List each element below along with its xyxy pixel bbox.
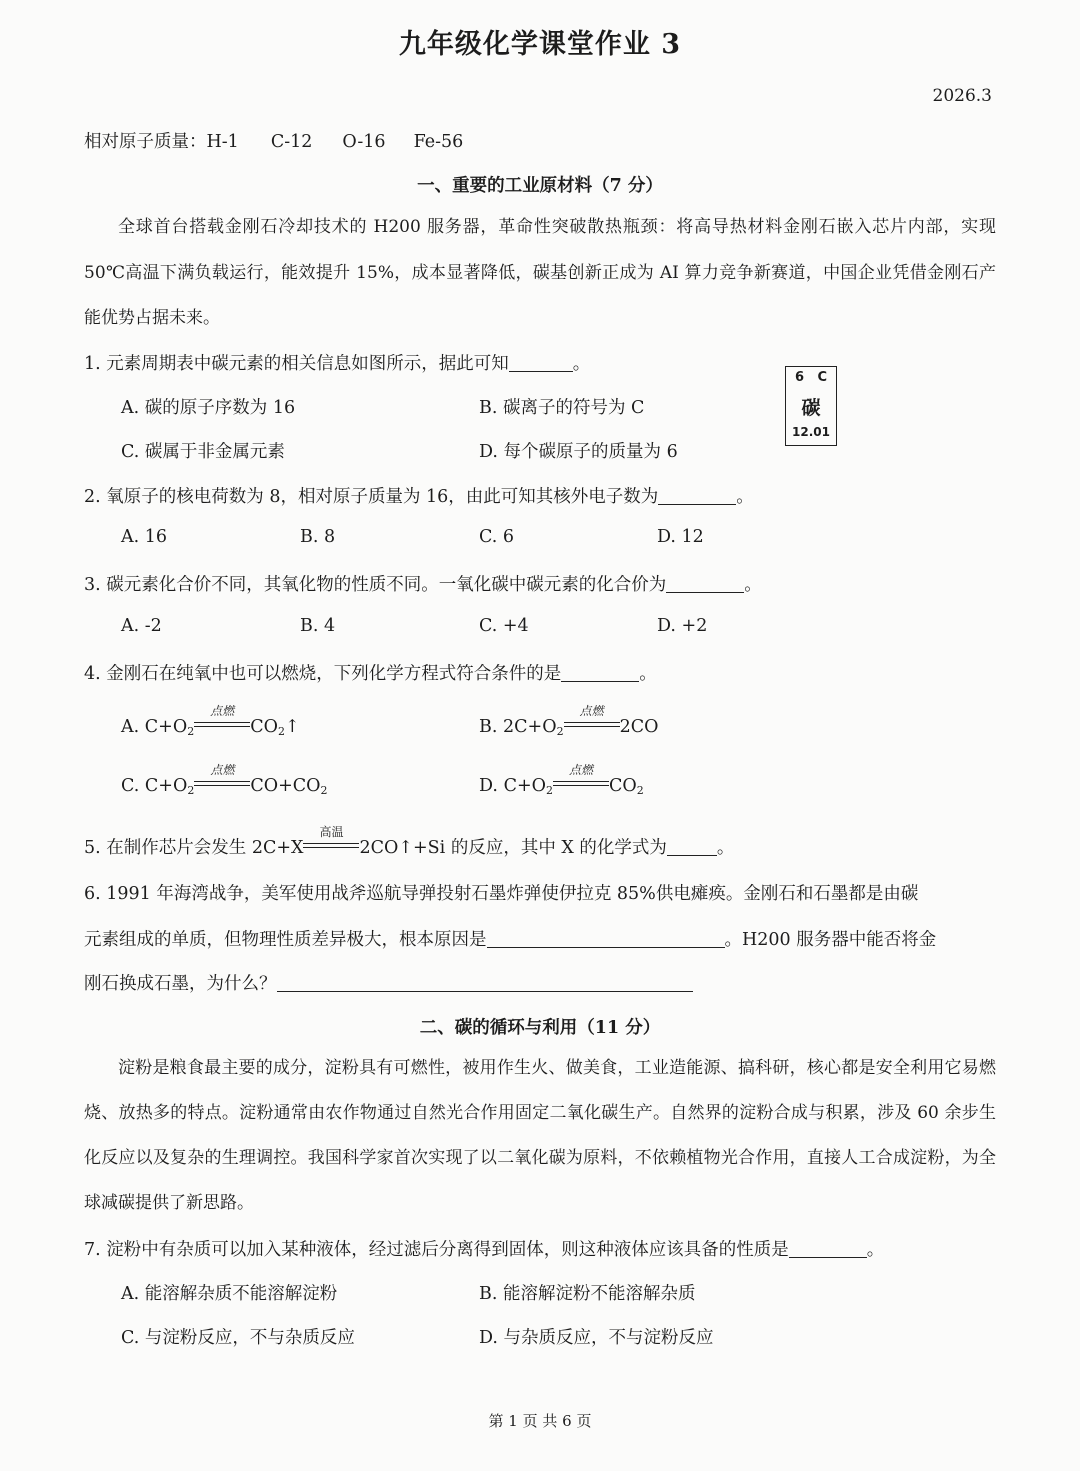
q1-option-c[interactable]: C. 碳属于非金属元素 <box>121 442 285 462</box>
q3-option-b[interactable]: B. 4 <box>300 616 336 636</box>
section-2-heading: 二、碳的循环与利用（11 分） <box>419 1018 661 1038</box>
reaction-arrow: 高温 <box>303 837 359 855</box>
question-6-line-2: 元素组成的单质，但物理性质差异极大，根本原因是 。H200 服务器中能否将金 <box>84 930 937 950</box>
q7-option-a[interactable]: A. 能溶解杂质不能溶解淀粉 <box>121 1284 338 1304</box>
question-6-line-1: 6. 1991 年海湾战争，美军使用战斧巡航导弹投射石墨炸弹使伊拉克 85%供电瘫痪。金刚石和石墨都是由碳 <box>84 884 919 904</box>
element-name: 碳 <box>801 397 821 419</box>
q3-option-c[interactable]: C. +4 <box>479 616 529 636</box>
element-card-carbon <box>785 366 837 446</box>
section-1-intro: 全球首台搭载金刚石冷却技术的 H200 服务器，革命性突破散热瓶颈：将高导热材料金刚石嵌入芯片内部，实现 50℃高温下满负载运行，能效提升 15%，成本显著降低，碳基创新正成为 AI 算力竞争新赛道，中国企业凭借金刚石产能优势占据未来。 <box>84 217 996 328</box>
q4-option-a[interactable]: A. $C+O_2$ 点燃 $CO_2↑$ <box>121 704 300 738</box>
q7-option-d[interactable]: D. 与杂质反应，不与淀粉反应 <box>479 1328 714 1348</box>
question-5: 5. 在制作芯片会发生 2C+X 高温 2CO↑+Si 的反应，其中 X 的化学式为 。 <box>84 825 735 858</box>
answer-blank-3[interactable] <box>666 575 744 594</box>
reaction-arrow: 点燃 <box>553 775 609 793</box>
reaction-arrow: 点燃 <box>564 716 620 734</box>
page-title: 九年级化学课堂作业 3 <box>398 29 682 60</box>
section-2-intro: 淀粉是粮食最主要的成分，淀粉具有可燃性，被用作生火、做美食，工业造能源、搞科研，核心都是安全利用它易燃烧、放热多的特点。淀粉通常由农作物通过自然光合作用固定二氧化碳生产。自然界的淀粉合成与积累，涉及 60 余步生化反应以及复杂的生理调控。我国科学家首次实现了以二氧化碳为原料，不依赖植物光合作用，直接人工合成淀粉，为全球减碳提供了新思路。 <box>84 1058 996 1213</box>
q2-option-a[interactable]: A. 16 <box>121 527 168 547</box>
answer-blank-2[interactable] <box>658 487 736 506</box>
q3-option-a[interactable]: A. -2 <box>121 616 162 636</box>
section-1-heading: 一、重要的工业原材料（7 分） <box>417 176 663 196</box>
q2-option-c[interactable]: C. 6 <box>479 527 515 547</box>
answer-blank-6b[interactable] <box>277 974 693 993</box>
q2-option-d[interactable]: D. 12 <box>657 527 704 547</box>
q2-option-b[interactable]: B. 8 <box>300 527 336 547</box>
element-symbol: C <box>817 370 827 385</box>
q3-option-d[interactable]: D. +2 <box>657 616 708 636</box>
answer-blank-7[interactable] <box>789 1240 867 1259</box>
q7-option-b[interactable]: B. 能溶解淀粉不能溶解杂质 <box>479 1284 696 1304</box>
question-7: 7. 淀粉中有杂质可以加入某种液体，经过滤后分离得到固体，则这种液体应该具备的性质是 。 <box>84 1240 885 1260</box>
q4-option-b[interactable]: B. $2C+O_2$ 点燃 2CO <box>479 704 659 738</box>
atomic-masses: 相对原子质量：H-1 C-12 O-16 Fe-56 <box>84 132 464 152</box>
question-4: 4. 金刚石在纯氧中也可以燃烧，下列化学方程式符合条件的是 。 <box>84 664 657 684</box>
date: 2026.3 <box>932 86 992 106</box>
q7-option-c[interactable]: C. 与淀粉反应，不与杂质反应 <box>121 1328 355 1348</box>
question-6-line-3: 刚石换成石墨，为什么？ <box>84 970 693 995</box>
atomic-number: 6 <box>795 370 805 385</box>
q1-option-b[interactable]: B. 碳离子的符号为 C <box>479 398 645 418</box>
q4-option-c[interactable]: C. $C+O_2$ 点燃 $CO+CO_2$ <box>121 763 328 797</box>
answer-blank-5[interactable] <box>667 838 717 857</box>
answer-blank-6a[interactable] <box>487 930 725 949</box>
reaction-arrow: 点燃 <box>194 775 250 793</box>
question-3: 3. 碳元素化合价不同，其氧化物的性质不同。一氧化碳中碳元素的化合价为 。 <box>84 575 762 595</box>
q1-option-d[interactable]: D. 每个碳原子的质量为 6 <box>479 442 678 462</box>
answer-blank-1[interactable] <box>509 354 573 373</box>
q1-option-a[interactable]: A. 碳的原子序数为 16 <box>121 398 296 418</box>
question-2: 2. 氧原子的核电荷数为 8，相对原子质量为 16，由此可知其核外电子数为 。 <box>84 487 754 507</box>
page-footer: 第 1 页 共 6 页 <box>488 1412 592 1430</box>
question-1: 1. 元素周期表中碳元素的相关信息如图所示，据此可知 。 <box>84 354 591 374</box>
reaction-arrow: 点燃 <box>194 716 250 734</box>
q4-option-d[interactable]: D. $C+O_2$ 点燃 $CO_2$ <box>479 763 644 797</box>
atomic-mass: 12.01 <box>792 425 830 439</box>
answer-blank-4[interactable] <box>561 664 639 683</box>
